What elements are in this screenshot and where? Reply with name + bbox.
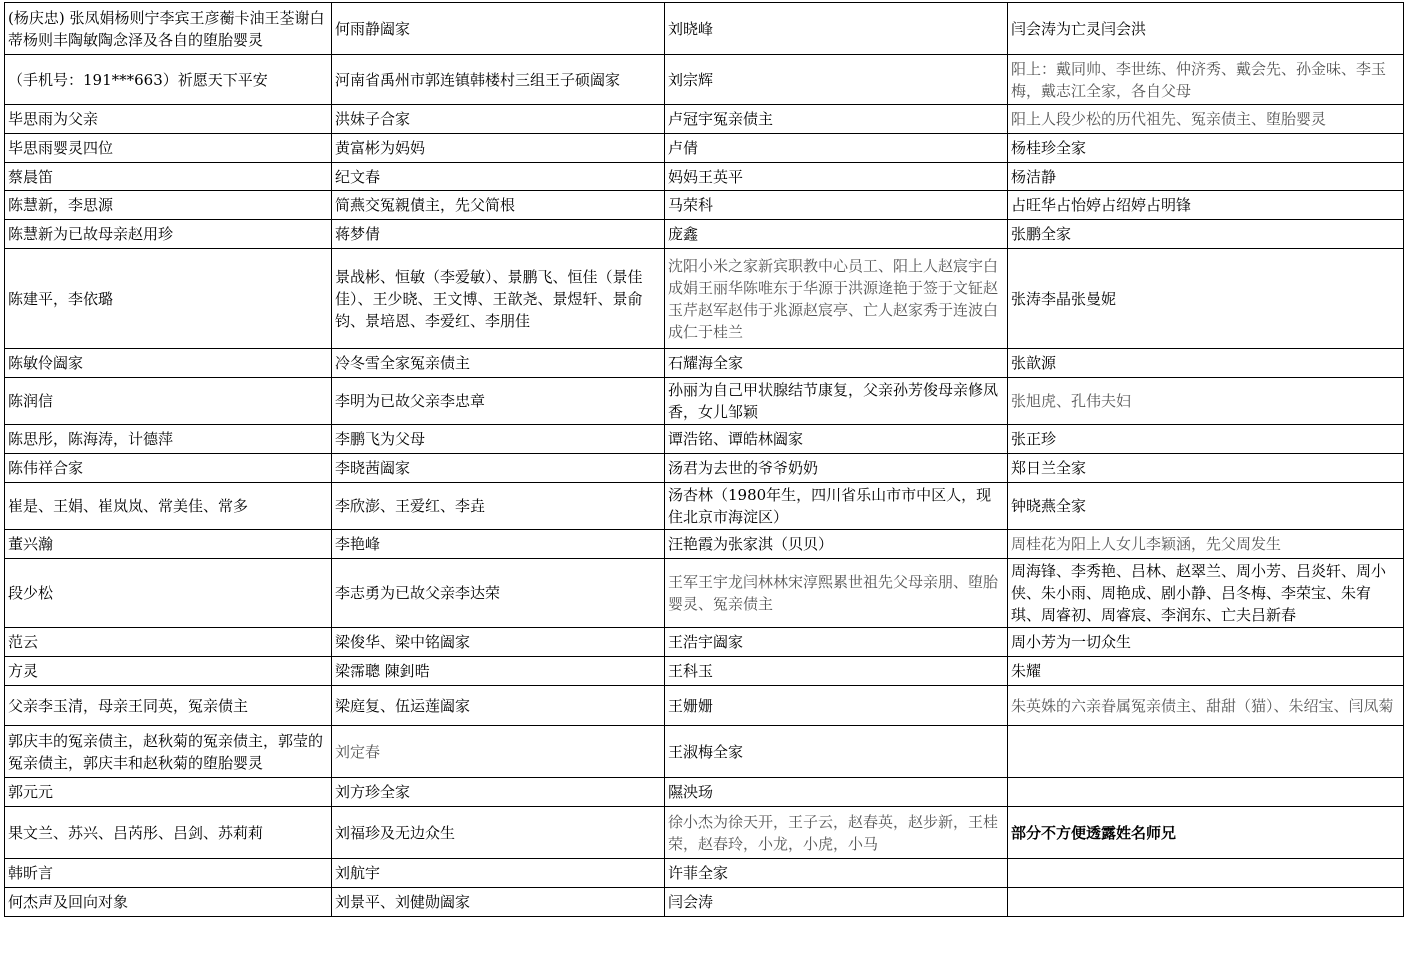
table-row xyxy=(5,378,1404,425)
table-cell[interactable]: 李艳峰 xyxy=(332,530,665,559)
table-row xyxy=(5,454,1404,483)
table-cell[interactable]: 马荣科 xyxy=(665,191,1008,220)
table-cell[interactable]: 闫会涛 xyxy=(665,888,1008,917)
table-cell[interactable]: 王浩宇阖家 xyxy=(665,628,1008,657)
table-cell[interactable]: 刘方珍全家 xyxy=(332,778,665,807)
table-cell[interactable]: 李明为已故父亲李忠章 xyxy=(332,378,665,425)
table-row xyxy=(5,628,1404,657)
table-row xyxy=(5,134,1404,163)
table-cell[interactable]: 王军王宇龙闫林林宋淳熙累世祖先父母亲朋、堕胎婴灵、冤亲债主 xyxy=(665,559,1008,628)
table-cell[interactable]: 杨洁静 xyxy=(1008,163,1404,191)
table-row xyxy=(5,220,1404,249)
table-cell[interactable]: 隰泱玚 xyxy=(665,778,1008,807)
table-cell[interactable]: 张旭虎、孔伟夫妇 xyxy=(1008,378,1404,425)
table-cell[interactable]: 蔡晨笛 xyxy=(5,163,332,191)
table-cell[interactable]: 汤杏林（1980年生，四川省乐山市市中区人，现住北京市海淀区） xyxy=(665,483,1008,530)
table-cell[interactable]: 杨桂珍全家 xyxy=(1008,134,1404,163)
table-cell[interactable]: 李鹏飞为父母 xyxy=(332,425,665,454)
spreadsheet-sheet xyxy=(4,2,1403,917)
table-row xyxy=(5,778,1404,807)
table-row xyxy=(5,163,1404,191)
table-cell[interactable]: 张涛李晶张曼妮 xyxy=(1008,249,1404,349)
table-row xyxy=(5,888,1404,917)
table-cell[interactable]: 王姗姗 xyxy=(665,686,1008,726)
table-cell[interactable]: 刘福珍及无边众生 xyxy=(332,807,665,859)
table-row xyxy=(5,349,1404,378)
table-cell[interactable]: 刘定春 xyxy=(332,726,665,778)
table-cell[interactable]: 张鹏全家 xyxy=(1008,220,1404,249)
table-cell[interactable]: 王淑梅全家 xyxy=(665,726,1008,778)
table-cell[interactable]: 梁俊华、梁中铭阖家 xyxy=(332,628,665,657)
table-row xyxy=(5,726,1404,778)
table-cell[interactable]: 蒋梦倩 xyxy=(332,220,665,249)
table-cell[interactable]: 何杰声及回向对象 xyxy=(5,888,332,917)
table-cell[interactable]: 范云 xyxy=(5,628,332,657)
table-row xyxy=(5,425,1404,454)
table-cell[interactable]: 郭庆丰的冤亲债主，赵秋菊的冤亲债主，郭莹的冤亲债主，郭庆丰和赵秋菊的堕胎婴灵 xyxy=(5,726,332,778)
table-cell[interactable]: 洪妹子合家 xyxy=(332,105,665,134)
table-cell[interactable]: 周海锋、李秀艳、吕林、赵翠兰、周小芳、吕炎轩、周小侠、朱小雨、周艳成、剧小静、吕冬梅、李荣宝、朱宥琪、周睿初、周睿宸、李润东、亡夫吕新春 xyxy=(1008,559,1404,628)
table-row xyxy=(5,55,1404,105)
table-cell[interactable]: 庞鑫 xyxy=(665,220,1008,249)
table-cell[interactable] xyxy=(1008,888,1404,917)
table-cell[interactable]: 果文兰、苏兴、吕芮彤、吕剑、苏莉莉 xyxy=(5,807,332,859)
table-cell[interactable]: (杨庆忠) 张凤娟杨则宁李宾王彦蘅卡油王荃谢白蒂杨则丰陶敏陶念泽及各自的堕胎婴灵 xyxy=(5,3,332,55)
table-cell[interactable]: 毕思雨婴灵四位 xyxy=(5,134,332,163)
table-row xyxy=(5,807,1404,859)
table-cell[interactable]: 石耀海全家 xyxy=(665,349,1008,378)
table-cell[interactable]: 景战彬、恒敏（李爱敏）、景鹏飞、恒佳（景佳佳）、王少晓、王文博、王歆尧、景煜轩、景俞钧、景培恩、李爱红、李朋佳 xyxy=(332,249,665,349)
table-cell[interactable]: 韩昕言 xyxy=(5,859,332,888)
table-cell[interactable]: 梁庭复、伍运莲阖家 xyxy=(332,686,665,726)
table-cell[interactable]: 简燕交冤親債主，先父简根 xyxy=(332,191,665,220)
table-cell[interactable]: 陈伟祥合家 xyxy=(5,454,332,483)
table-cell[interactable]: 刘晓峰 xyxy=(665,3,1008,55)
table-cell[interactable]: 河南省禹州市郭连镇韩楼村三组王子硕阖家 xyxy=(332,55,665,105)
table-body xyxy=(5,3,1404,917)
dedication-table xyxy=(4,2,1404,917)
table-cell[interactable]: 郭元元 xyxy=(5,778,332,807)
table-cell[interactable]: 汤君为去世的爷爷奶奶 xyxy=(665,454,1008,483)
table-cell[interactable] xyxy=(1008,778,1404,807)
table-cell[interactable]: 陈润信 xyxy=(5,378,332,425)
table-row xyxy=(5,530,1404,559)
table-cell[interactable]: 李晓茜阖家 xyxy=(332,454,665,483)
table-cell[interactable]: 陈建平，李依璐 xyxy=(5,249,332,349)
table-cell[interactable]: 段少松 xyxy=(5,559,332,628)
table-cell[interactable]: 王科玉 xyxy=(665,657,1008,686)
table-cell[interactable]: 李志勇为已故父亲李达荣 xyxy=(332,559,665,628)
table-cell[interactable]: 梁霈聰 陳釗晧 xyxy=(332,657,665,686)
table-row xyxy=(5,191,1404,220)
table-cell[interactable]: 孙丽为自己甲状腺结节康复，父亲孙芳俊母亲修凤香，女儿邹颖 xyxy=(665,378,1008,425)
table-row xyxy=(5,249,1404,349)
table-cell[interactable]: 许菲全家 xyxy=(665,859,1008,888)
table-row xyxy=(5,859,1404,888)
table-cell[interactable]: 父亲李玉清，母亲王同英，冤亲债主 xyxy=(5,686,332,726)
table-cell[interactable]: 李欣澎、王爱红、李垚 xyxy=(332,483,665,530)
table-cell[interactable]: 陈思彤，陈海涛，计德萍 xyxy=(5,425,332,454)
table-cell[interactable]: 朱英姝的六亲眷属冤亲债主、甜甜（猫）、朱绍宝、闫凤菊 xyxy=(1008,686,1404,726)
table-row xyxy=(5,3,1404,55)
table-cell[interactable]: 汪艳霞为张家淇（贝贝） xyxy=(665,530,1008,559)
table-cell[interactable]: 卢倩 xyxy=(665,134,1008,163)
table-cell[interactable]: 陈敏伶阖家 xyxy=(5,349,332,378)
table-cell[interactable]: 郑日兰全家 xyxy=(1008,454,1404,483)
table-cell[interactable]: （手机号：191***663）祈愿天下平安 xyxy=(5,55,332,105)
table-cell[interactable]: 钟晓燕全家 xyxy=(1008,483,1404,530)
table-cell[interactable]: 陈慧新为已故母亲赵用珍 xyxy=(5,220,332,249)
table-cell[interactable]: 张正珍 xyxy=(1008,425,1404,454)
table-row xyxy=(5,657,1404,686)
table-cell[interactable]: 卢冠宇冤亲债主 xyxy=(665,105,1008,134)
table-cell[interactable]: 占旺华占怡婷占绍婷占明锋 xyxy=(1008,191,1404,220)
table-cell[interactable]: 朱耀 xyxy=(1008,657,1404,686)
table-cell[interactable]: 方灵 xyxy=(5,657,332,686)
table-cell[interactable]: 张歆源 xyxy=(1008,349,1404,378)
table-cell[interactable]: 何雨静阖家 xyxy=(332,3,665,55)
table-row xyxy=(5,686,1404,726)
table-cell[interactable]: 刘景平、刘健勋阖家 xyxy=(332,888,665,917)
table-cell[interactable]: 董兴瀚 xyxy=(5,530,332,559)
table-row xyxy=(5,559,1404,628)
table-cell[interactable]: 毕思雨为父亲 xyxy=(5,105,332,134)
table-cell[interactable] xyxy=(1008,726,1404,778)
table-row xyxy=(5,105,1404,134)
table-cell[interactable]: 崔是、王娟、崔岚岚、常美佳、常多 xyxy=(5,483,332,530)
table-cell[interactable]: 阳上人段少松的历代祖先、冤亲债主、堕胎婴灵 xyxy=(1008,105,1404,134)
table-cell[interactable]: 沈阳小米之家新宾职教中心员工、阳上人赵宸宇白成娟王丽华陈唯东于华源于洪源逄艳于签于文钲赵玉芹赵军赵伟于兆源赵宸亭、亡人赵家秀于连波白成仁于桂兰 xyxy=(665,249,1008,349)
table-cell[interactable]: 刘宗辉 xyxy=(665,55,1008,105)
table-cell[interactable]: 周桂花为阳上人女儿李颖涵，先父周发生 xyxy=(1008,530,1404,559)
table-cell[interactable]: 徐小杰为徐天开，王子云，赵春英，赵步新，王桂荣，赵春玲，小龙，小虎，小马 xyxy=(665,807,1008,859)
table-cell[interactable]: 纪文春 xyxy=(332,163,665,191)
table-cell[interactable] xyxy=(1008,859,1404,888)
table-row xyxy=(5,483,1404,530)
table-cell[interactable]: 黄富彬为妈妈 xyxy=(332,134,665,163)
table-cell[interactable]: 冷冬雪全家冤亲债主 xyxy=(332,349,665,378)
table-cell[interactable]: 阳上：戴同帅、李世练、仲济秀、戴会先、孙金味、李玉梅，戴志江全家，各自父母 xyxy=(1008,55,1404,105)
table-cell[interactable]: 周小芳为一切众生 xyxy=(1008,628,1404,657)
table-cell[interactable]: 妈妈王英平 xyxy=(665,163,1008,191)
table-cell[interactable]: 刘航宇 xyxy=(332,859,665,888)
table-cell[interactable]: 陈慧新，李思源 xyxy=(5,191,332,220)
table-cell[interactable]: 闫会涛为亡灵闫会洪 xyxy=(1008,3,1404,55)
table-cell[interactable]: 部分不方便透露姓名师兄 xyxy=(1008,807,1404,859)
table-cell[interactable]: 谭浩铭、谭皓林阖家 xyxy=(665,425,1008,454)
